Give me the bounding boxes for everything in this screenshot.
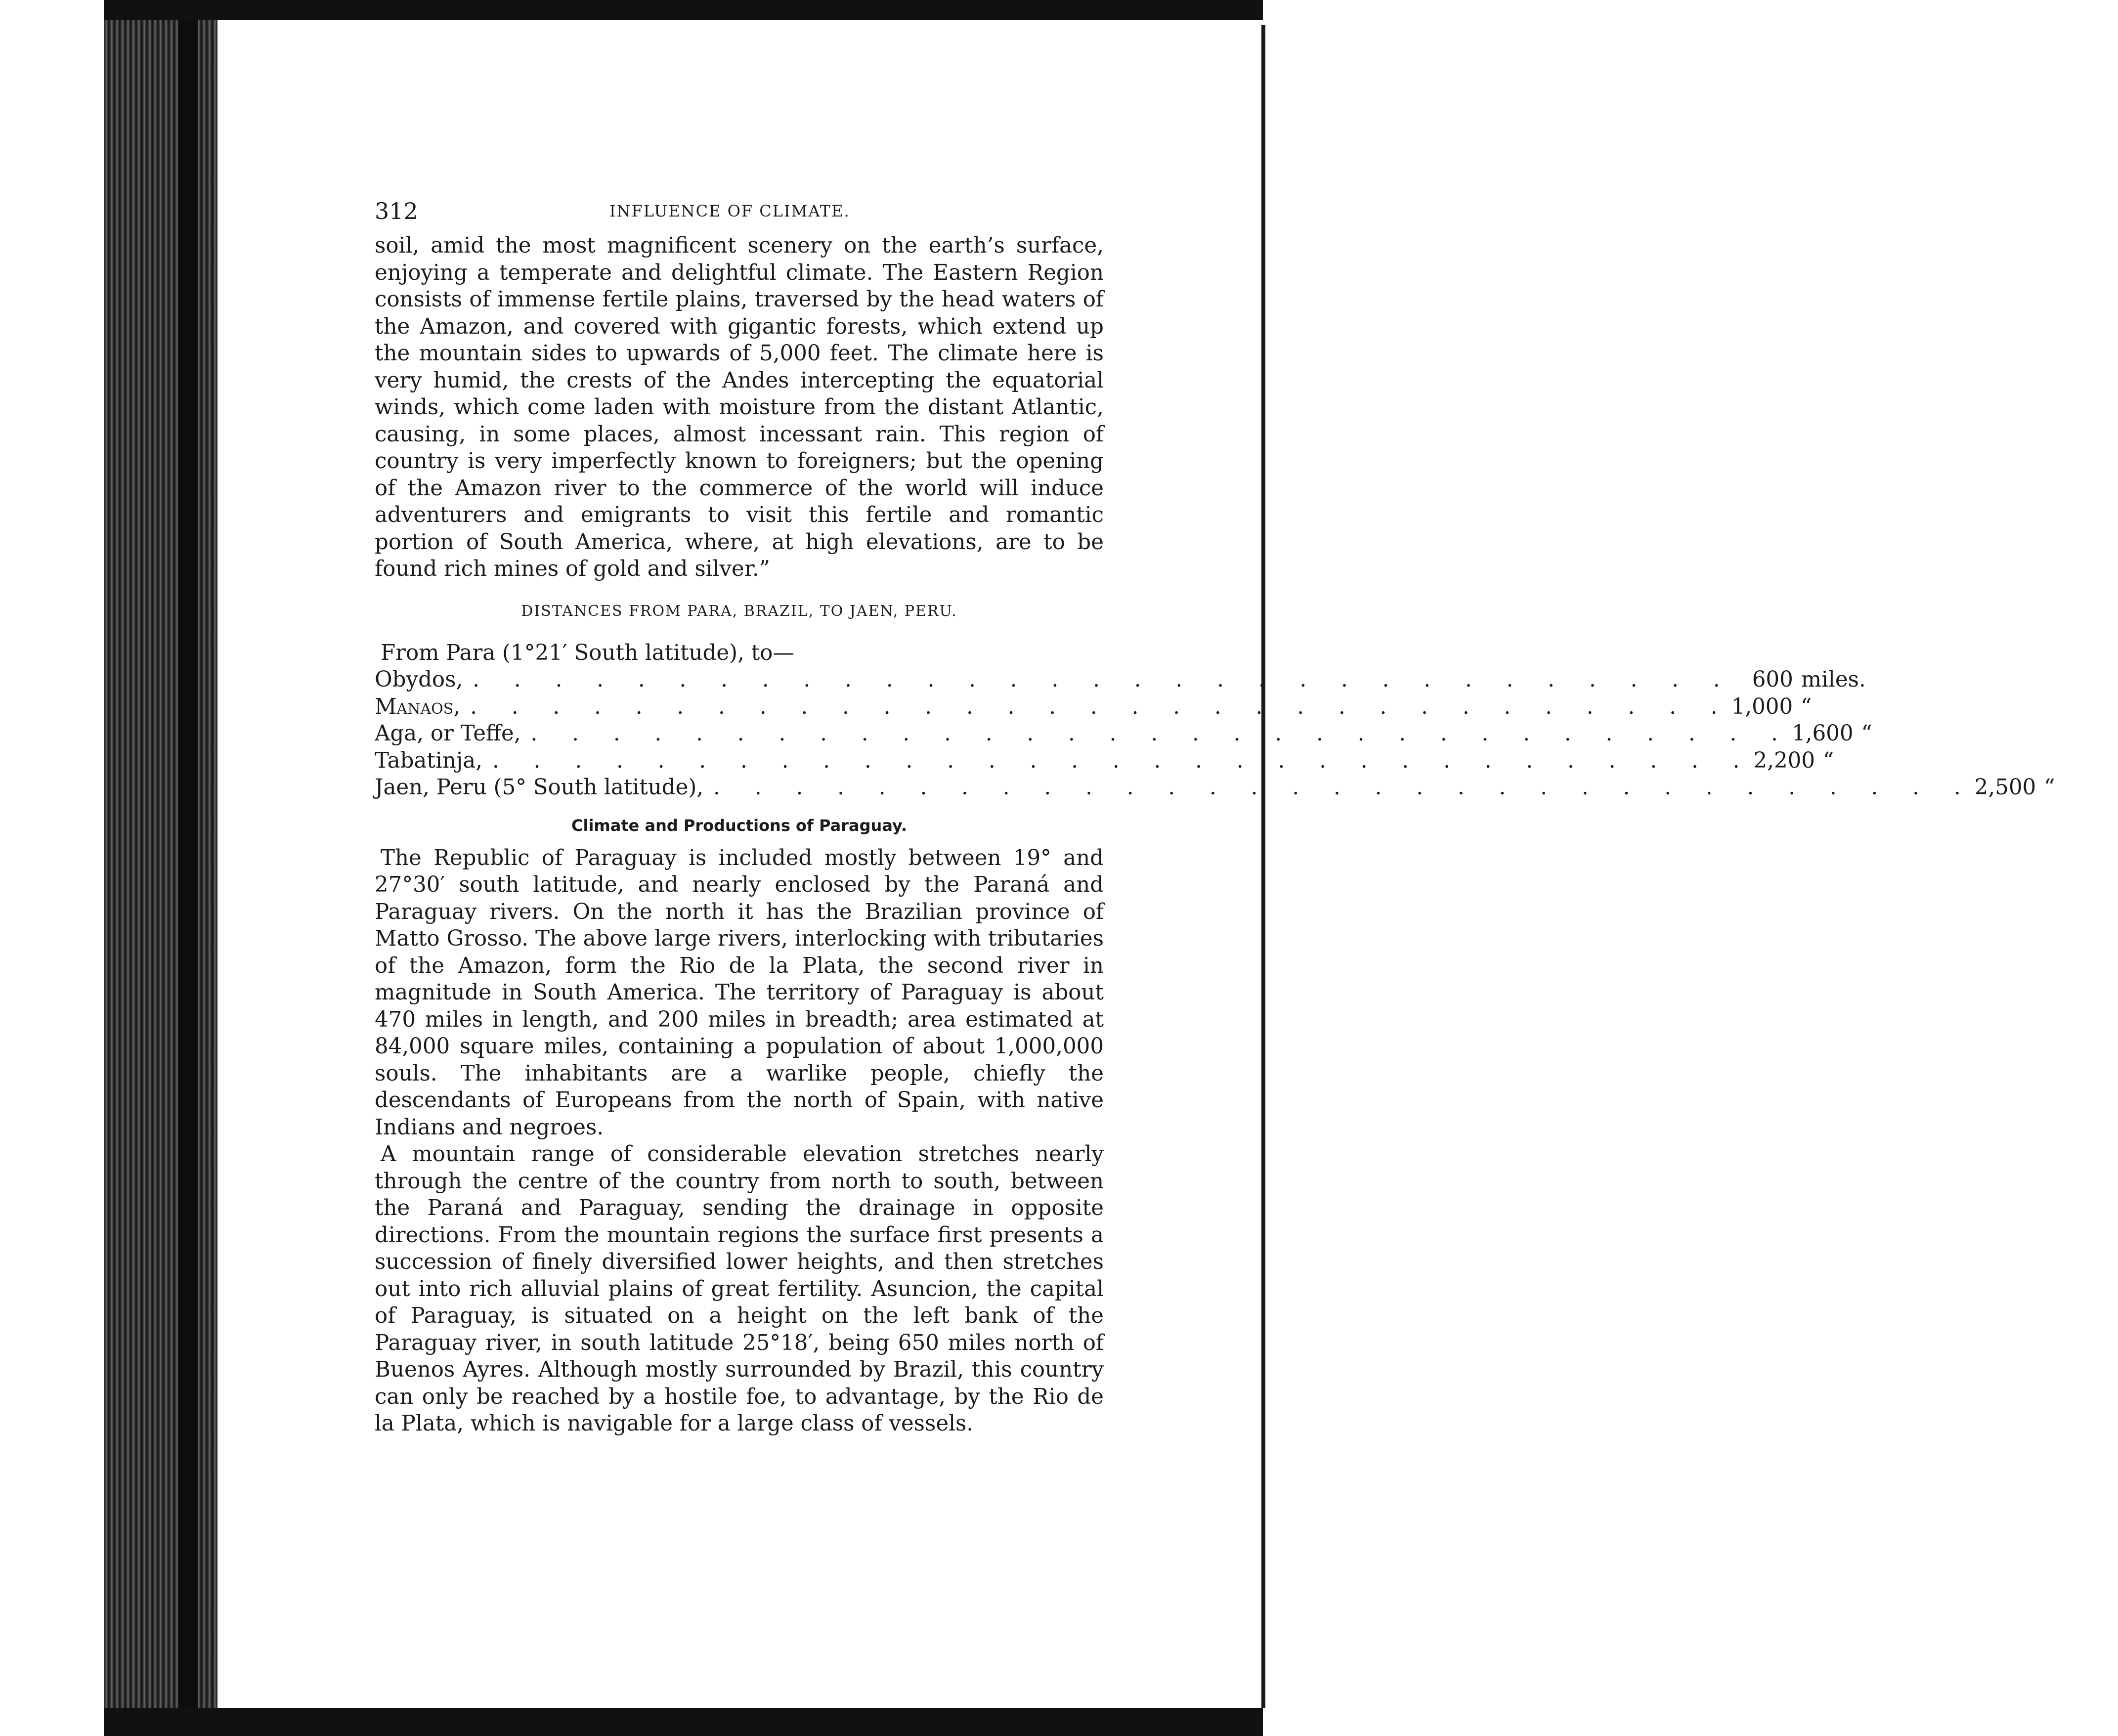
leader-dots: . . . . . . . . . . . . . . . . . . . . . . . . . . . . . . . (713, 775, 1975, 800)
running-head (375, 198, 1104, 232)
right-scan-border (1261, 25, 1265, 1708)
distance-value: 600 (1752, 667, 1793, 692)
distance-place: Tabatinja, (375, 748, 483, 773)
distance-value: 2,200 (1753, 748, 1815, 773)
distance-place: Jaen, Peru (5° South latitude), (375, 775, 704, 800)
distance-place: Manaos, (375, 694, 461, 719)
book-page-edges (104, 0, 217, 1708)
section-heading: Climate and Productions of Paraguay. (571, 816, 907, 835)
page-number: 312 (375, 198, 418, 224)
leader-dots: . . . . . . . . . . . . . . . . . . . . . . . . . . . . . . . (492, 748, 1754, 773)
distance-row (375, 720, 1872, 747)
distance-unit: “ (2044, 775, 2055, 800)
distance-row (375, 747, 1834, 775)
paragraph-continued: soil, amid the most magnificent scenery on the earth’s surface, enjoying a temperate and delightful climate. The Eastern Region consists of immense fertile plains, traversed by the head waters of the Amazon, and covered with gigantic forests, which extend up the mountain sides to upwards of 5,000 feet. The climate here is very humid, the crests of the Andes intercepting the equatorial winds, which come laden with moisture from the distant Atlantic, causing, in some places, almost incessant rain. This region of country is very imperfectly known to foreigners; but the opening of the Amazon river to the commerce of the world will induce adventurers and emigrants to visit this fertile and romantic portion of South America, where, at high elevations, are to be found rich mines of gold and silver.” (375, 233, 1104, 581)
distance-unit: “ (1823, 748, 1834, 773)
section-paragraph: The Republic of Paraguay is included mostly between 19° and 27°30′ south latitude, and nearly enclosed by the Paraná and Paraguay rivers. On the north it has the Brazilian province of Matto Grosso. The above large rivers, interlocking with tributaries of the Amazon, form the Rio de la Plata, the second river in magnitude in South America. The territory of Paraguay is about 470 miles in length, and 200 miles in breadth; area estimated at 84,000 square miles, containing a population of about 1,000,000 souls. The inhabitants are a warlike people, chiefly the descendants of Europeans from the north of Spain, with native Indians and negroes. (375, 845, 1104, 1140)
running-title: INFLUENCE OF CLIMATE. (609, 202, 850, 220)
distance-row (375, 774, 2055, 801)
page-content (375, 198, 2055, 1437)
section-paragraph: A mountain range of considerable elevation stretches nearly through the centre of the country from north to south, between the Paraná and Paraguay, sending the drainage in opposite directions. From the mountain regions the surface first presents a succession of finely diversified lower heights, and then stretches out into rich alluvial plains of great fertility. Asuncion, the capital of Paraguay, is situated on a height on the left bank of the Paraguay river, in south latitude 25°18′, being 650 miles north of Buenos Ayres. Although mostly surrounded by Brazil, this country can only be reached by a hostile foe, to advantage, by the Rio de la Plata, which is navigable for a large class of vessels. (375, 1142, 1104, 1436)
distance-unit: miles. (1801, 667, 1866, 692)
distance-value: 1,000 (1731, 694, 1793, 719)
distances-heading: DISTANCES FROM PARA, BRAZIL, TO JAEN, PERU. (521, 602, 957, 620)
leader-dots: . . . . . . . . . . . . . . . . . . . . . . . . . . . . . . . (530, 721, 1792, 746)
distance-unit: “ (1861, 721, 1872, 746)
distances-table (375, 666, 2055, 801)
distances-intro: From Para (1°21′ South latitude), to— (381, 640, 794, 665)
distance-value: 2,500 (1974, 775, 2036, 800)
leader-dots: . . . . . . . . . . . . . . . . . . . . . . . . . . . . . . . (470, 694, 1731, 719)
right-margin (1263, 0, 1307, 1736)
distance-row (375, 694, 1812, 721)
bottom-scan-border (104, 1708, 1307, 1736)
distance-place: Obydos, (375, 667, 463, 692)
outer-margin (0, 0, 104, 1736)
distance-row (375, 666, 1866, 694)
distance-place: Aga, or Teffe, (375, 721, 521, 746)
distance-value: 1,600 (1792, 721, 1854, 746)
leader-dots: . . . . . . . . . . . . . . . . . . . . . . . . . . . . . . . (473, 667, 1734, 692)
top-scan-border (104, 0, 1307, 20)
distance-unit: “ (1801, 694, 1812, 719)
page-edge-shadow (178, 10, 198, 1710)
